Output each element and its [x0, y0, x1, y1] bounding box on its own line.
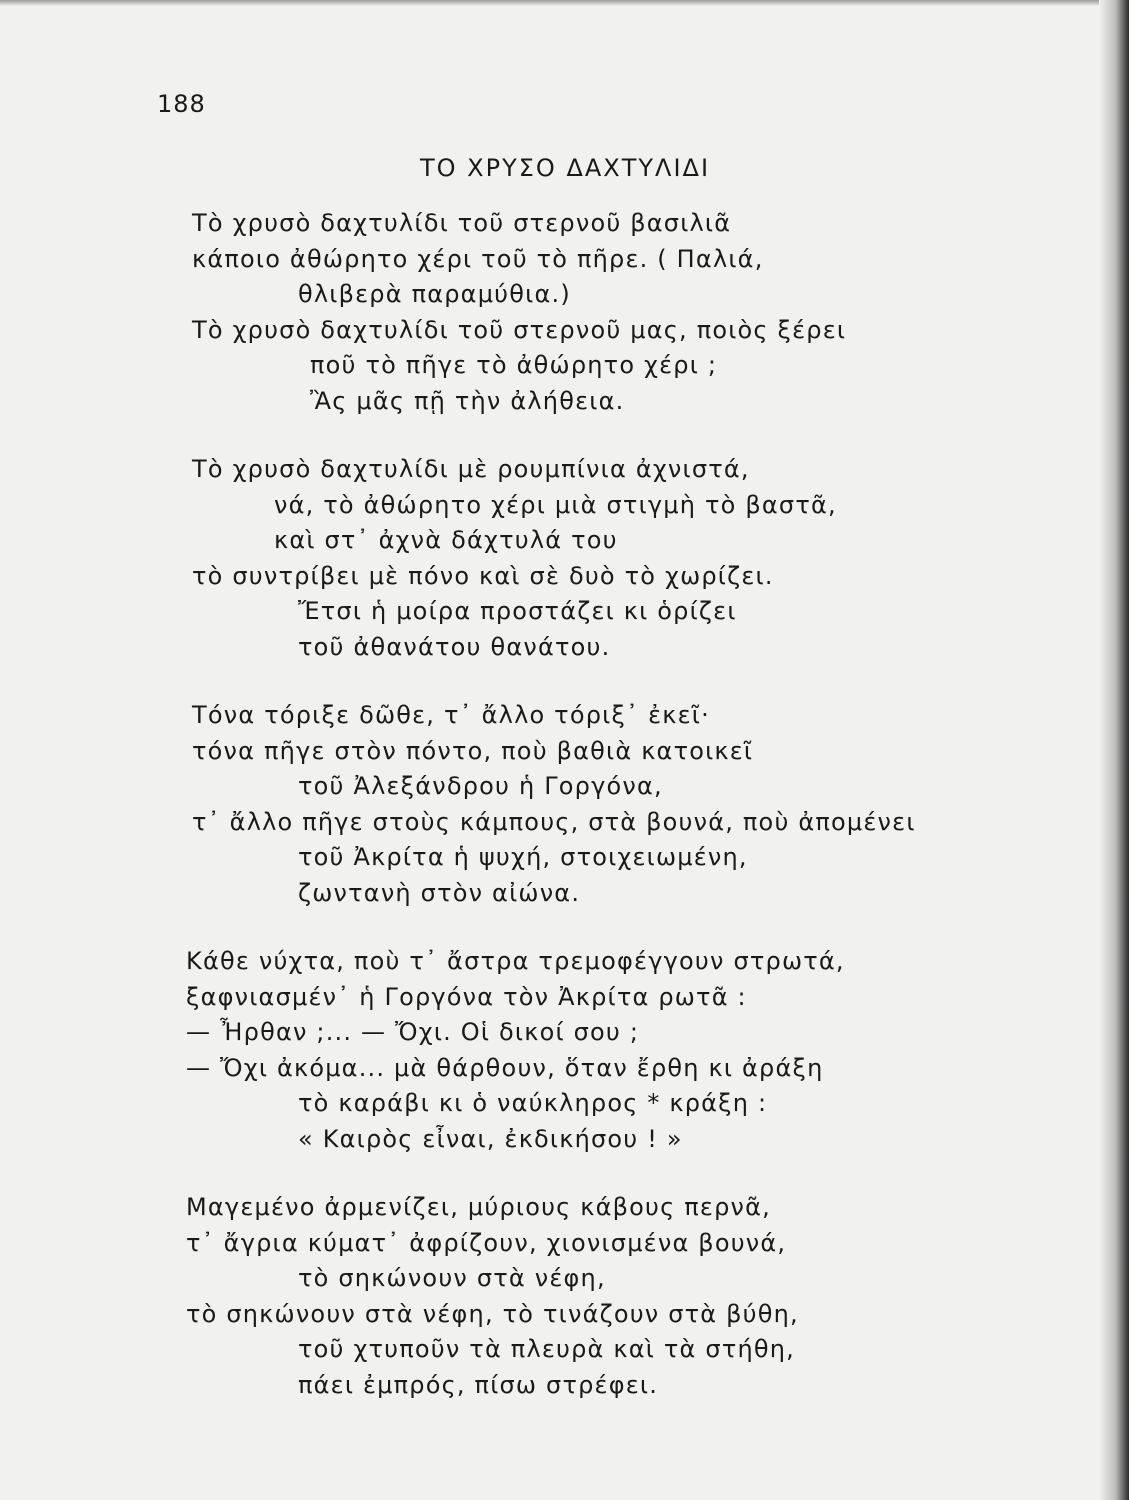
stanza-2	[0, 452, 1080, 665]
poem-title: ΤΟ ΧΡΥΣΟ ΔΑΧΤΥΛΙΔΙ	[420, 154, 711, 182]
verse-line: κάποιο ἀθώρητο χέρι τοῦ τὸ πῆρε. ( Παλιά,	[192, 244, 764, 273]
verse-line: τοῦ Ἀλεξάνδρου ἡ Γοργόνα,	[298, 772, 663, 800]
verse-line: τοῦ Ἀκρίτα ἡ ψυχή, στοιχειωμένη,	[298, 843, 748, 871]
verse-line: Τόνα τόριξε δῶθε, τ᾽ ἄλλο τόριξ᾽ ἐκεῖ·	[192, 701, 710, 729]
verse-line: Τὸ χρυσὸ δαχτυλίδι τοῦ στερνοῦ μας, ποιὸς ξέρει	[192, 315, 847, 344]
verse-line: τ᾽ ἄγρια κύματ᾽ ἀφρίζουν, χιονισμένα βουνά,	[186, 1228, 787, 1257]
verse-line: Ἔτσι ἡ μοίρα προστάζει κι ὁρίζει	[298, 597, 737, 625]
verse-line: νά, τὸ ἀθώρητο χέρι μιὰ στιγμὴ τὸ βαστᾶ,	[274, 490, 837, 519]
verse-line: ζωντανὴ στὸν αἰώνα.	[298, 878, 581, 907]
verse-line: τοῦ χτυποῦν τὰ πλευρὰ καὶ τὰ στήθη,	[298, 1335, 796, 1363]
page-binding-shadow	[1099, 0, 1129, 1500]
verse-line: πάει ἐμπρός, πίσω στρέφει.	[298, 1370, 659, 1399]
verse-line: τ᾽ ἄλλο πῆγε στοὺς κάμπους, στὰ βουνά, ποὺ ἀπομένει	[192, 807, 916, 836]
verse-line: ξαφνιασμέν᾽ ἡ Γοργόνα τὸν Ἀκρίτα ρωτᾶ :	[186, 982, 747, 1011]
verse-line: Ἂς μᾶς πῇ τὴν ἀλήθεια.	[310, 386, 625, 415]
verse-line: — Ὄχι ἀκόμα... μὰ θάρθουν, ὅταν ἔρθη κι ἀράξη	[186, 1053, 824, 1082]
verse-line: τὸ συντρίβει μὲ πόνο καὶ σὲ δυὸ τὸ χωρίζει.	[192, 561, 774, 590]
verse-line: Μαγεμένο ἀρμενίζει, μύριους κάβους περνᾶ,	[186, 1193, 771, 1221]
verse-line: καὶ στ᾽ ἀχνὰ δάχτυλά του	[274, 526, 618, 554]
verse-line: τὸ σηκώνουν στὰ νέφη, τὸ τινάζουν στὰ βύθη,	[186, 1299, 799, 1328]
verse-line: Κάθε νύχτα, ποὺ τ᾽ ἄστρα τρεμοφέγγουν στρωτά,	[186, 947, 845, 975]
verse-line: τοῦ ἀθανάτου θανάτου.	[298, 632, 611, 661]
verse-line: « Καιρὸς εἶναι, ἐκδικήσου ! »	[298, 1124, 683, 1153]
verse-line: θλιβερὰ παραμύθια.)	[298, 280, 571, 308]
verse-line: Τὸ χρυσὸ δαχτυλίδι μὲ ρουμπίνια ἀχνιστά,	[192, 455, 750, 483]
page-number: 188	[157, 90, 206, 118]
stanza-4	[0, 944, 1080, 1157]
poem-body	[0, 206, 1080, 1436]
page-top-edge	[0, 0, 1129, 6]
stanza-3	[0, 698, 1080, 911]
verse-line: τὸ σηκώνουν στὰ νέφη,	[298, 1264, 606, 1292]
verse-line: — Ἦρθαν ;... — Ὄχι. Οἱ δικοί σου ;	[186, 1018, 640, 1046]
stanza-1	[0, 206, 1080, 419]
verse-line: τὸ καράβι κι ὁ ναύκληρος * κράξη :	[298, 1089, 768, 1117]
verse-line: τόνα πῆγε στὸν πόντο, ποὺ βαθιὰ κατοικεῖ	[192, 736, 754, 765]
verse-line: ποῦ τὸ πῆγε τὸ ἀθώρητο χέρι ;	[310, 351, 718, 379]
verse-line: Τὸ χρυσὸ δαχτυλίδι τοῦ στερνοῦ βασιλιᾶ	[192, 209, 732, 237]
stanza-5	[0, 1190, 1080, 1403]
